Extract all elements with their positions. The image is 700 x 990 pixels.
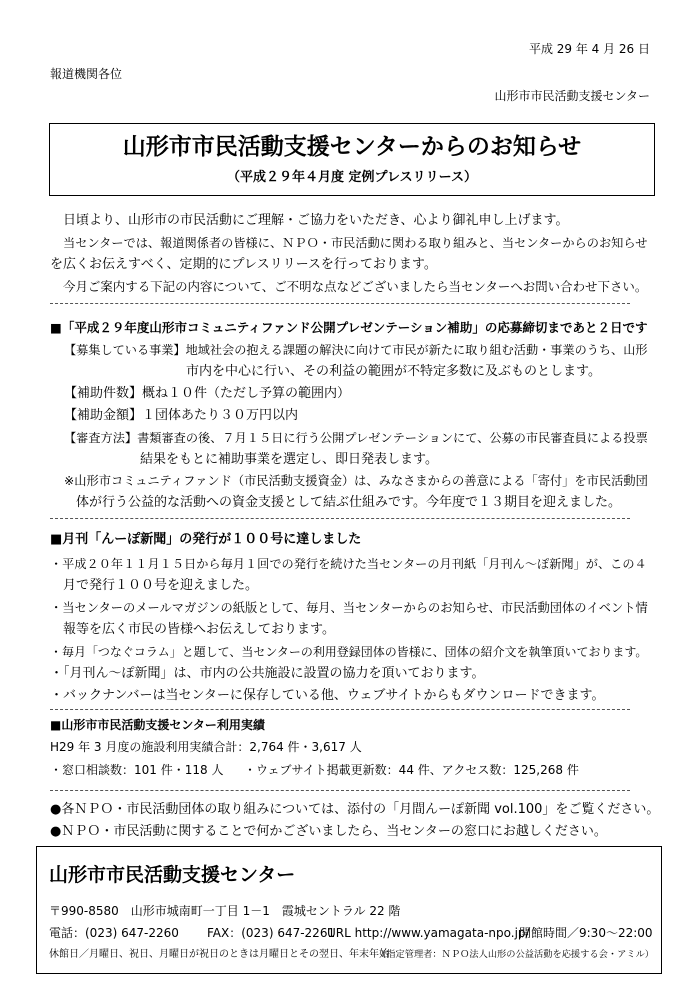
- sender: 山形市市民活動支援センター: [494, 89, 650, 103]
- section1-line: 【補助金額】１団体あたり３０万円以内: [64, 408, 299, 423]
- section2-line: ・バックナンバーは当センターに保存している他、ウェブサイトからもダウンロードできます。: [50, 688, 605, 703]
- title-box: [49, 123, 655, 196]
- usage-consult: ・窓口相談数：101 件・118 人: [50, 763, 224, 777]
- addressee: 報道機関各位: [50, 67, 123, 81]
- section2-line: 報等を広く市民の皆様へお伝えしております。: [63, 622, 335, 637]
- divider: [50, 709, 630, 710]
- intro-line: 今月ご案内する下記の内容について、ご不明な点などございましたら当センターへお問い合わせ下さい。: [63, 279, 648, 294]
- date: 平成 29 年 4 月 26 日: [528, 42, 650, 56]
- section1-line: 結果をもとに補助事業を選定し、即日発表します。: [140, 452, 438, 467]
- footer-box: [36, 846, 662, 974]
- section1-line: 【募集している事業】地域社会の抱える課題の解決に向けて市民が新たに取り組む活動・事業のうち、山形: [64, 343, 648, 357]
- section2-heading: ■月刊「んーぽ新聞」の発行が１００号に達しました: [50, 532, 362, 547]
- section1-line: 【審査方法】書類審査の後、７月１５日に行う公開プレゼンテーションにて、公募の市民審査員による投票: [64, 431, 648, 445]
- intro-line: 当センターでは、報道関係者の皆様に、ＮＰＯ・市民活動に関わる取り組みと、当センターからのお知らせ: [63, 236, 648, 250]
- divider: [50, 790, 630, 791]
- footer-manager: （指定管理者：ＮＰＯ法人山形の公益活動を応援する会・アミル）: [377, 949, 655, 960]
- section2-line: ・「月刊ん～ぽ新聞」は、市内の公共施設に設置の協力を頂いております。: [50, 666, 485, 681]
- footer-org-name: 山形市市民活動支援センター: [49, 864, 296, 886]
- closing-line: ●各ＮＰＯ・市民活動団体の取り組みについては、添付の「月間んーぽ新聞 vol.100」をご覧ください。: [50, 802, 660, 817]
- section2-line: 月で発行１００号を迎えました。: [63, 578, 259, 593]
- section1-line: 市内を中心に行い、その利益の範囲が不特定多数に及ぶものとします。: [186, 364, 601, 379]
- section1-line: 体が行う公益的な活動への資金支援として結ぶ仕組みです。今年度で１３期目を迎えました。: [76, 495, 621, 510]
- divider: [50, 303, 630, 304]
- footer-address: 〒990-8580 山形市城南町一丁目 1－1 霞城セントラル 22 階: [49, 904, 401, 918]
- page-subtitle: （平成２９年４月度 定例プレスリリース）: [227, 170, 477, 185]
- section2-line: ・平成２０年１１月１５日から毎月１回での発行を続けた当センターの月刊紙「月刊ん～ぽ新聞」が、この４: [50, 557, 647, 571]
- section2-line: ・毎月「つなぐコラム」と題して、当センターの利用登録団体の皆様に、団体の紹介文を執筆頂いております。: [50, 645, 648, 659]
- footer-fax: FAX：(023) 647-2261: [207, 926, 336, 940]
- section3-heading: ■山形市市民活動支援センター利用実績: [50, 718, 265, 732]
- footer-closed-days: 休館日／月曜日、祝日、月曜日が祝日のときは月曜日とその翌日、年末年始: [49, 949, 389, 960]
- section1-heading: ■「平成２９年度山形市コミュニティファンド公開プレゼンテーション補助」の応募締切まであと２日です: [50, 320, 648, 335]
- closing-line: ●ＮＰＯ・市民活動に関することで何かございましたら、当センターの窓口にお越しください。: [50, 824, 607, 839]
- footer-tel: 電話：(023) 647-2260: [49, 926, 179, 940]
- section1-line: ※山形市コミュニティファンド（市民活動支援資金）は、みなさまからの善意による「寄付」を市民活動団: [64, 474, 648, 488]
- usage-web: ・ウェブサイト掲載更新数：44 件、アクセス数：125,268 件: [244, 763, 579, 777]
- intro-line: を広くお伝えすべく、定期的にプレスリリースを行っております。: [50, 257, 437, 272]
- intro-line: 日頃より、山形市の市民活動にご理解・ご協力をいただき、心より御礼申し上げます。: [63, 213, 569, 228]
- usage-summary: H29 年 3 月度の施設利用実績合計：2,764 件・3,617 人: [50, 740, 362, 754]
- section2-line: ・当センターのメールマガジンの紙版として、毎月、当センターからのお知らせ、市民活動団体のイベント情: [50, 601, 648, 615]
- footer-url[interactable]: URL http://www.yamagata-npo.jp/: [327, 926, 530, 940]
- section1-line: 【補助件数】概ね１０件（ただし予算の範囲内）: [64, 386, 351, 401]
- page-title: 山形市市民活動支援センターからのお知らせ: [122, 134, 582, 160]
- divider: [50, 518, 630, 519]
- footer-hours: 開館時間／9:30～22:00: [519, 926, 653, 940]
